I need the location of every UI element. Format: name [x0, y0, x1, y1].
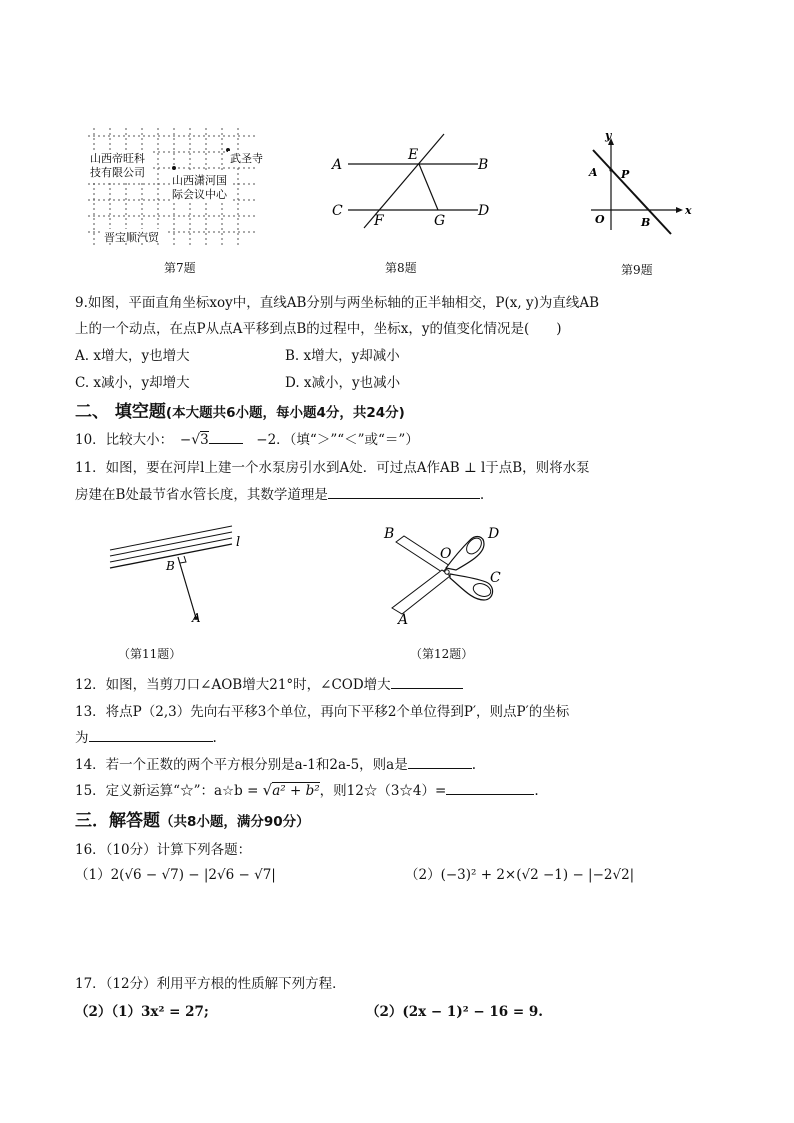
fig11-label-l: l: [236, 535, 241, 550]
q13-line-2-text: 为: [75, 730, 89, 746]
section-2-note: (本大题共6小题，每小题4分，共24分): [165, 405, 405, 421]
q9-option-b: B. x增大，y却减小: [285, 348, 400, 364]
q9-option-d: D. x减小，y也减小: [285, 375, 401, 391]
q9-stem-line-2: 上的一个动点，在点P从点A平移到点B的过程中，坐标x，y的值变化情况是( ): [75, 321, 562, 337]
q14-end: .: [471, 757, 477, 773]
q11-line-2: [75, 483, 484, 503]
fig12-label-A: A: [398, 612, 409, 626]
fig11-label-B: B: [166, 559, 175, 573]
q15-end: .: [534, 783, 539, 799]
fig12-label-D: D: [488, 526, 500, 542]
fig9-label-x: x: [685, 204, 692, 217]
figure-7-caption: 第7题: [164, 261, 196, 275]
fig8-label-B: B: [478, 157, 489, 173]
fig9-label-B: B: [641, 216, 651, 229]
q14: [75, 753, 476, 773]
q15-answer-blank[interactable]: [446, 782, 534, 795]
fig11-label-A: A: [192, 611, 201, 625]
q14-text: 14．若一个正数的两个平方根分别是a-1和2a-5，则a是: [75, 757, 408, 773]
fig8-label-C: C: [332, 203, 343, 219]
q10-radicand: 3: [200, 432, 209, 448]
q10-rest: −2．（填“＞”“＜”或“＝”）: [242, 432, 419, 448]
fig12-label-O: O: [440, 546, 452, 562]
q16-part-2: （2）(−3)² + 2×(√2 −1) − |−2√2|: [405, 867, 635, 883]
q10-answer-blank[interactable]: [209, 431, 243, 444]
q16-part-1: （1）2(√6 − √7) − |2√6 − √7|: [75, 867, 276, 883]
q13-line-2: [75, 726, 217, 746]
section-2-title: 二、 填空题: [75, 402, 166, 422]
figure-8-lines: [328, 128, 498, 232]
q14-answer-blank[interactable]: [408, 756, 472, 769]
q15-radicand: a² + b²: [272, 783, 320, 799]
figure-12-scissors: [380, 520, 510, 626]
fig7-label-5: 武圣寺: [230, 152, 263, 165]
fig7-label-3: 山西潇河国: [172, 174, 227, 187]
fig8-label-D: D: [478, 203, 490, 219]
figure-9-caption: 第9题: [621, 263, 653, 277]
section-3-heading: [75, 806, 310, 831]
fig8-label-G: G: [434, 213, 446, 229]
fig9-label-O: O: [595, 213, 605, 226]
figure-12-caption: （第12题）: [410, 647, 474, 661]
fig8-label-E: E: [408, 147, 419, 163]
q17-stem: 17．（12分）利用平方根的性质解下列方程．: [75, 976, 346, 992]
q10-prefix: 10．比较大小： −: [75, 432, 192, 448]
q15: 15．定义新运算“☆”：a☆b = √a² + b²，则12☆（3☆4）= .: [75, 781, 539, 799]
figure-8-caption: 第8题: [385, 261, 417, 275]
section-3-title: 三．解答题: [75, 811, 160, 831]
q16-stem: 16．（10分）计算下列各题：: [75, 842, 252, 858]
figure-11-caption: （第11题）: [118, 647, 182, 661]
fig9-label-A: A: [589, 166, 598, 179]
q10: 10．比较大小： −√3 −2．（填“＞”“＜”或“＝”）: [75, 432, 419, 448]
q11-end: .: [479, 487, 485, 503]
q9-option-a: A. x增大，y也增大: [75, 348, 190, 364]
q17-part-2: （2）(2x − 1)² − 16 = 9.: [366, 1004, 543, 1020]
section-3-note: （共8小题，满分90分）: [160, 814, 310, 830]
fig12-label-C: C: [490, 570, 501, 586]
q11-line-1: 11．如图，要在河岸l上建一个水泵房引水到A处．可过点A作AB ⊥ l于点B，则将水泵: [75, 460, 590, 476]
q12-text: 12．如图，当剪刀口∠AOB增大21°时，∠COD增大: [75, 677, 391, 693]
q11-line-2-text: 房建在B处最节省水管长度，其数学道理是: [75, 487, 328, 503]
fig8-label-F: F: [374, 213, 384, 229]
q9-option-c: C. x减小，y却增大: [75, 375, 190, 391]
q13-line-1: 13．将点P（2,3）先向右平移3个单位，再向下平移2个单位得到P′，则点P′的坐标: [75, 704, 570, 720]
fig8-label-A: A: [332, 157, 343, 173]
fig7-label-6: 晋宝顺汽贸: [104, 231, 159, 244]
figure-9-coordinate: [585, 130, 695, 236]
fig9-label-P: P: [621, 168, 630, 181]
fig7-label-4: 际会议中心: [172, 188, 227, 201]
fig7-label-1: 山西帝旺科: [90, 152, 145, 165]
fig9-label-y: y: [605, 130, 612, 142]
q12: [75, 673, 463, 693]
q15-suffix: ，则12☆（3☆4）=: [319, 783, 447, 799]
q17-part-1: （2）（1）3x² = 27;: [75, 1004, 209, 1020]
fig7-label-2: 技有限公司: [90, 166, 145, 179]
figure-11-riverbank: [104, 522, 254, 626]
q11-answer-blank[interactable]: [328, 486, 480, 499]
figure-7-map: [86, 126, 286, 250]
q13-answer-blank[interactable]: [89, 729, 213, 742]
section-2-heading: [75, 397, 405, 422]
fig12-label-B: B: [384, 526, 395, 542]
q9-stem-line-1: 9.如图，平面直角坐标xoy中，直线AB分别与两坐标轴的正半轴相交，P(x, y)为直线AB: [75, 295, 600, 311]
q12-answer-blank[interactable]: [391, 676, 463, 689]
q13-end: .: [212, 730, 217, 746]
q15-prefix: 15．定义新运算“☆”：a☆b =: [75, 783, 263, 799]
